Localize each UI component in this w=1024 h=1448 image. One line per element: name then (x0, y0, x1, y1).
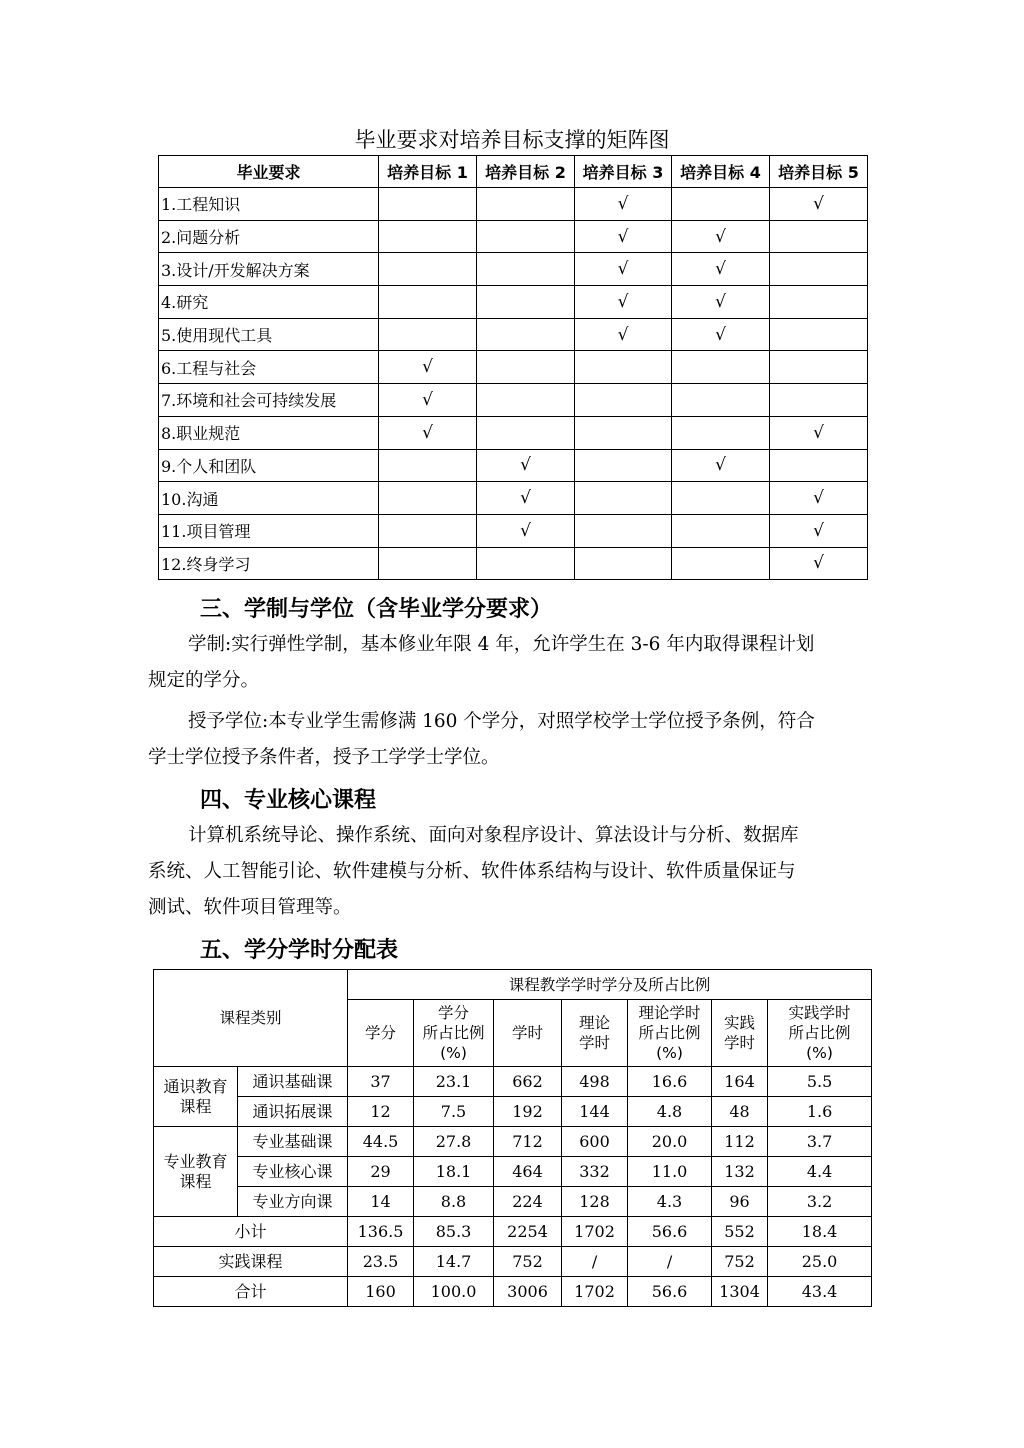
value-cell: 192 (494, 1097, 562, 1127)
value-cell: 3.2 (768, 1187, 872, 1217)
empty-cell (379, 188, 477, 221)
matrix-row (159, 351, 868, 384)
value-cell: 600 (562, 1127, 628, 1157)
group-header: 课程教学学时学分及所占比例 (348, 970, 872, 1000)
matrix-row (159, 384, 868, 417)
header-line: 实践 (724, 1014, 756, 1032)
empty-cell (477, 253, 575, 286)
value-cell: 4.4 (768, 1157, 872, 1187)
check-mark: √ (379, 351, 477, 384)
section3-paragraph-1 (148, 627, 876, 699)
empty-cell (477, 351, 575, 384)
value-cell: 712 (494, 1127, 562, 1157)
section3-heading: 三、学制与学位（含毕业学分要求） (200, 597, 553, 622)
value-cell: 25.0 (768, 1247, 872, 1277)
credits-row (154, 1067, 872, 1097)
paragraph-line: 学士学位授予条件者，授予工学学士学位。 (148, 747, 500, 768)
value-cell: 552 (712, 1217, 768, 1247)
value-cell: 132 (712, 1157, 768, 1187)
matrix-header-cell: 培养目标 1 (379, 156, 477, 188)
header-line: 所占比例 (422, 1024, 485, 1042)
paragraph-line: 授予学位:本专业学生需修满 160 个学分，对照学校学士学位授予条例，符合 (188, 711, 815, 732)
requirement-label: 11.项目管理 (159, 514, 379, 547)
matrix-header-cell: 培养目标 4 (672, 156, 770, 188)
matrix-row (159, 220, 868, 253)
header-line: 学时 (579, 1034, 611, 1052)
empty-cell (477, 318, 575, 351)
requirement-label: 2.问题分析 (159, 220, 379, 253)
column-header (562, 1000, 628, 1067)
empty-cell (575, 351, 672, 384)
header-line: 实践学时 (788, 1004, 851, 1022)
value-cell: 44.5 (348, 1127, 414, 1157)
empty-cell (477, 220, 575, 253)
course-type-label: 通识拓展课 (238, 1097, 348, 1127)
empty-cell (477, 416, 575, 449)
section5-heading: 五、学分学时分配表 (200, 938, 399, 963)
value-cell: 112 (712, 1127, 768, 1157)
matrix-row (159, 416, 868, 449)
credits-row (154, 1187, 872, 1217)
empty-cell (770, 351, 868, 384)
empty-cell (379, 286, 477, 319)
value-cell: 1702 (562, 1217, 628, 1247)
header-line: 学时 (724, 1034, 756, 1052)
course-type-label: 专业方向课 (238, 1187, 348, 1217)
empty-cell (672, 482, 770, 515)
check-mark: √ (477, 482, 575, 515)
check-mark: √ (770, 188, 868, 221)
check-mark: √ (575, 188, 672, 221)
check-mark: √ (672, 253, 770, 286)
check-mark: √ (575, 220, 672, 253)
matrix-header-cell: 培养目标 2 (477, 156, 575, 188)
matrix-row (159, 253, 868, 286)
header-line: (%) (656, 1044, 683, 1062)
check-mark: √ (672, 449, 770, 482)
section3-paragraph-2 (148, 704, 876, 776)
credits-summary-row (154, 1247, 872, 1277)
empty-cell (672, 351, 770, 384)
value-cell: 4.3 (628, 1187, 712, 1217)
requirement-label: 8.职业规范 (159, 416, 379, 449)
empty-cell (672, 416, 770, 449)
course-type-label: 通识基础课 (238, 1067, 348, 1097)
column-header (348, 1000, 414, 1067)
empty-cell (575, 416, 672, 449)
empty-cell (477, 188, 575, 221)
paragraph-line: 测试、软件项目管理等。 (148, 897, 352, 918)
empty-cell (379, 318, 477, 351)
check-mark: √ (379, 384, 477, 417)
empty-cell (477, 547, 575, 580)
matrix-row (159, 286, 868, 319)
section4-heading: 四、专业核心课程 (200, 788, 377, 813)
check-mark: √ (477, 514, 575, 547)
value-cell: 14 (348, 1187, 414, 1217)
value-cell: 29 (348, 1157, 414, 1187)
value-cell: 160 (348, 1277, 414, 1307)
value-cell: 752 (494, 1247, 562, 1277)
value-cell: 3006 (494, 1277, 562, 1307)
value-cell: 16.6 (628, 1067, 712, 1097)
check-mark: √ (770, 482, 868, 515)
requirement-label: 7.环境和社会可持续发展 (159, 384, 379, 417)
empty-cell (770, 449, 868, 482)
summary-label: 合计 (154, 1277, 348, 1307)
matrix-row (159, 514, 868, 547)
value-cell: 7.5 (414, 1097, 494, 1127)
empty-cell (575, 384, 672, 417)
header-line: 学分 (365, 1024, 397, 1042)
section4-paragraph (148, 818, 876, 926)
check-mark: √ (575, 286, 672, 319)
group-name-line: 通识教育 (163, 1076, 228, 1096)
paragraph-line: 计算机系统导论、操作系统、面向对象程序设计、算法设计与分析、数据库 (188, 825, 799, 846)
requirement-label: 9.个人和团队 (159, 449, 379, 482)
header-line: (%) (440, 1044, 467, 1062)
value-cell: 43.4 (768, 1277, 872, 1307)
empty-cell (575, 547, 672, 580)
summary-label: 实践课程 (154, 1247, 348, 1277)
requirement-label: 6.工程与社会 (159, 351, 379, 384)
matrix-row (159, 449, 868, 482)
empty-cell (770, 318, 868, 351)
value-cell: 27.8 (414, 1127, 494, 1157)
check-mark: √ (770, 416, 868, 449)
credits-header-row (154, 970, 872, 1000)
value-cell: 23.1 (414, 1067, 494, 1097)
value-cell: 224 (494, 1187, 562, 1217)
group-name (154, 1127, 238, 1217)
value-cell: / (562, 1247, 628, 1277)
course-type-label: 专业核心课 (238, 1157, 348, 1187)
matrix-row (159, 188, 868, 221)
check-mark: √ (672, 220, 770, 253)
value-cell: 20.0 (628, 1127, 712, 1157)
credits-row (154, 1097, 872, 1127)
header-line: 理论学时 (638, 1004, 701, 1022)
course-type-label: 专业基础课 (238, 1127, 348, 1157)
value-cell: 136.5 (348, 1217, 414, 1247)
empty-cell (770, 286, 868, 319)
paragraph-line: 系统、人工智能引论、软件建模与分析、软件体系结构与设计、软件质量保证与 (148, 861, 796, 882)
empty-cell (770, 253, 868, 286)
header-line: 理论 (579, 1014, 611, 1032)
value-cell: 18.4 (768, 1217, 872, 1247)
column-header (628, 1000, 712, 1067)
check-mark: √ (672, 286, 770, 319)
column-header (414, 1000, 494, 1067)
group-name (154, 1067, 238, 1127)
value-cell: 464 (494, 1157, 562, 1187)
paragraph-line: 学制:实行弹性学制，基本修业年限 4 年，允许学生在 3-6 年内取得课程计划 (188, 634, 815, 655)
value-cell: 85.3 (414, 1217, 494, 1247)
header-line: (%) (806, 1044, 833, 1062)
value-cell: 14.7 (414, 1247, 494, 1277)
matrix-title: 毕业要求对培养目标支撑的矩阵图 (354, 128, 670, 152)
value-cell: 5.5 (768, 1067, 872, 1097)
group-name-line: 课程 (179, 1171, 212, 1191)
credit-hours-table (153, 969, 872, 1307)
value-cell: 662 (494, 1067, 562, 1097)
matrix-header-cell: 毕业要求 (159, 156, 379, 188)
value-cell: 12 (348, 1097, 414, 1127)
header-line: 学时 (512, 1024, 544, 1042)
credits-summary-row (154, 1217, 872, 1247)
check-mark: √ (770, 514, 868, 547)
check-mark: √ (575, 318, 672, 351)
check-mark: √ (575, 253, 672, 286)
requirement-label: 3.设计/开发解决方案 (159, 253, 379, 286)
requirement-label: 12.终身学习 (159, 547, 379, 580)
empty-cell (379, 482, 477, 515)
requirement-label: 10.沟通 (159, 482, 379, 515)
empty-cell (477, 286, 575, 319)
matrix-header-row (159, 156, 868, 188)
value-cell: 3.7 (768, 1127, 872, 1157)
value-cell: 100.0 (414, 1277, 494, 1307)
empty-cell (575, 482, 672, 515)
value-cell: 1304 (712, 1277, 768, 1307)
header-line: 学分 (438, 1004, 470, 1022)
matrix-header-cell: 培养目标 3 (575, 156, 672, 188)
check-mark: √ (672, 318, 770, 351)
value-cell: 56.6 (628, 1217, 712, 1247)
empty-cell (477, 384, 575, 417)
empty-cell (379, 547, 477, 580)
value-cell: 752 (712, 1247, 768, 1277)
matrix-row (159, 318, 868, 351)
value-cell: 23.5 (348, 1247, 414, 1277)
value-cell: 164 (712, 1067, 768, 1097)
header-line: 所占比例 (638, 1024, 701, 1042)
value-cell: 56.6 (628, 1277, 712, 1307)
value-cell: 2254 (494, 1217, 562, 1247)
value-cell: 96 (712, 1187, 768, 1217)
value-cell: 1.6 (768, 1097, 872, 1127)
requirement-label: 5.使用现代工具 (159, 318, 379, 351)
empty-cell (770, 384, 868, 417)
group-name-line: 专业教育 (163, 1151, 228, 1171)
value-cell: 128 (562, 1187, 628, 1217)
category-header: 课程类别 (154, 970, 348, 1067)
empty-cell (379, 253, 477, 286)
empty-cell (672, 514, 770, 547)
matrix-header-cell: 培养目标 5 (770, 156, 868, 188)
check-mark: √ (770, 547, 868, 580)
value-cell: 498 (562, 1067, 628, 1097)
value-cell: / (628, 1247, 712, 1277)
empty-cell (672, 547, 770, 580)
empty-cell (379, 449, 477, 482)
column-header (712, 1000, 768, 1067)
check-mark: √ (477, 449, 575, 482)
value-cell: 8.8 (414, 1187, 494, 1217)
header-line: 所占比例 (788, 1024, 851, 1042)
empty-cell (379, 514, 477, 547)
value-cell: 4.8 (628, 1097, 712, 1127)
support-matrix-table (158, 155, 868, 580)
value-cell: 37 (348, 1067, 414, 1097)
empty-cell (575, 449, 672, 482)
value-cell: 11.0 (628, 1157, 712, 1187)
empty-cell (672, 384, 770, 417)
requirement-label: 1.工程知识 (159, 188, 379, 221)
column-header (494, 1000, 562, 1067)
empty-cell (672, 188, 770, 221)
requirement-label: 4.研究 (159, 286, 379, 319)
value-cell: 48 (712, 1097, 768, 1127)
summary-label: 小计 (154, 1217, 348, 1247)
empty-cell (379, 220, 477, 253)
matrix-row (159, 547, 868, 580)
credits-row (154, 1127, 872, 1157)
group-name-line: 课程 (179, 1096, 212, 1116)
paragraph-line: 规定的学分。 (148, 670, 260, 691)
value-cell: 1702 (562, 1277, 628, 1307)
column-header (768, 1000, 872, 1067)
value-cell: 144 (562, 1097, 628, 1127)
value-cell: 18.1 (414, 1157, 494, 1187)
credits-row (154, 1157, 872, 1187)
empty-cell (575, 514, 672, 547)
credits-summary-row (154, 1277, 872, 1307)
matrix-row (159, 482, 868, 515)
empty-cell (770, 220, 868, 253)
value-cell: 332 (562, 1157, 628, 1187)
check-mark: √ (379, 416, 477, 449)
